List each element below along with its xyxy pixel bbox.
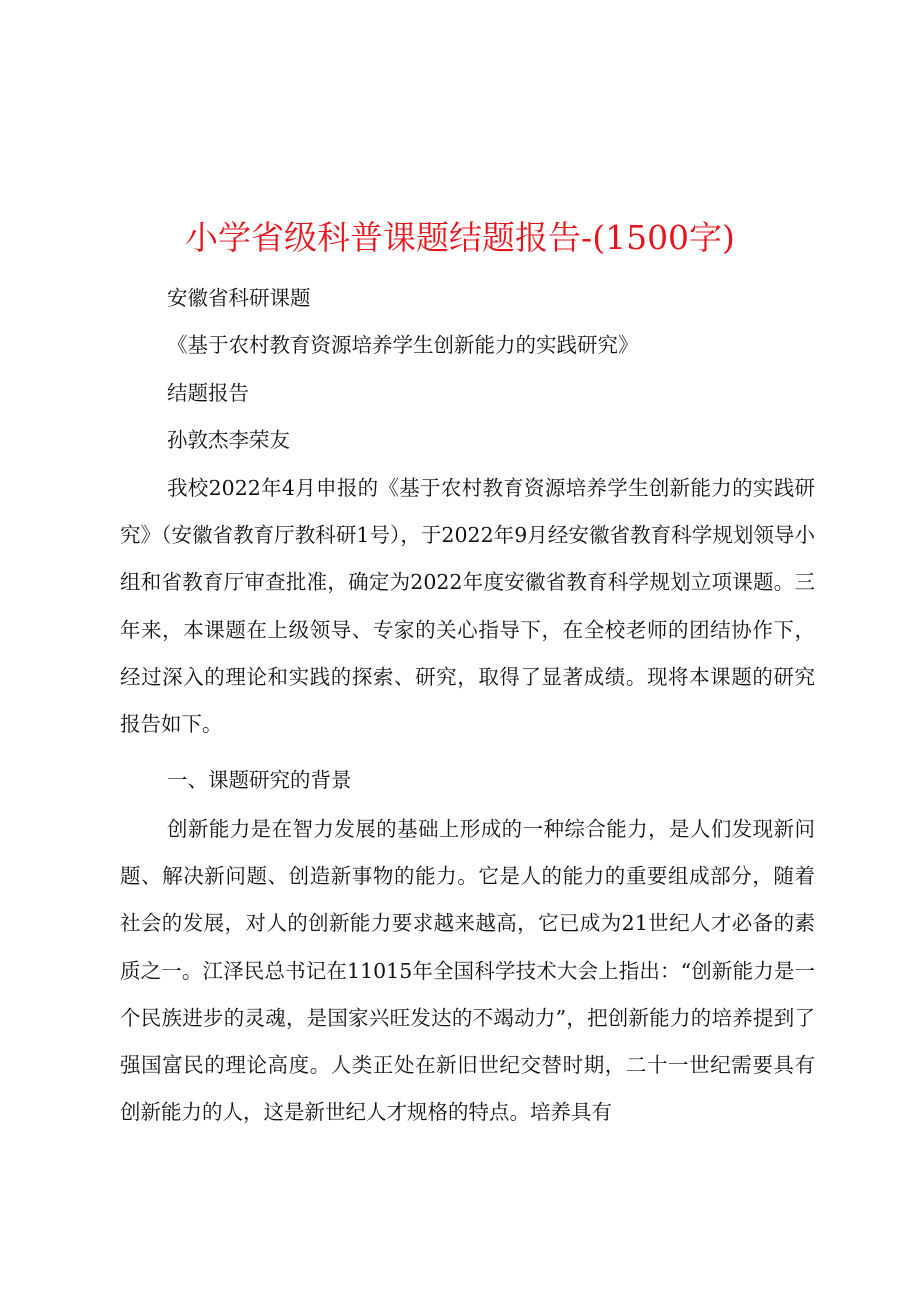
body-paragraph-background: 创新能力是在智力发展的基础上形成的一种综合能力，是人们发现新问题、解决新问题、创造新事物的能力。它是人的能力的重要组成部分，随着社会的发展，对人的创新能力要求越来越高，它已成为21世纪人才必备的素质之一。江泽民总书记在11015年全国科学技术大会上指出：“创新能力是一个民族进步的灵魂，是国家兴旺发达的不竭动力”，把创新能力的培养提到了强国富民的理论高度。人类正处在新旧世纪交替时期，二十一世纪需要具有创新能力的人，这是新世纪人才规格的特点。培养具有 [120, 817, 815, 1125]
header-line-project-type: 安徽省科研课题 [167, 286, 311, 310]
header-line-authors: 孙敦杰李荣友 [167, 428, 290, 452]
document-title: 小学省级科普课题结题报告-(1500字) [185, 218, 735, 258]
header-line-project-name: 《基于农村教育资源培养学生创新能力的实践研究》 [167, 333, 639, 357]
header-line-report-type: 结题报告 [167, 381, 249, 405]
section-heading-background: 一、课题研究的背景 [167, 768, 352, 792]
body-paragraph-intro: 我校2022年4月申报的《基于农村教育资源培养学生创新能力的实践研究》（安徽省教育厅教科研1号），于2022年9月经安徽省教育科学规划领导小组和省教育厅审查批准，确定为2022年度安徽省教育科学规划立项课题。三年来，本课题在上级领导、专家的关心指导下，在全校老师的团结协作下，经过深入的理论和实践的探索、研究，取得了显著成绩。现将本课题的研究报告如下。 [120, 476, 815, 737]
